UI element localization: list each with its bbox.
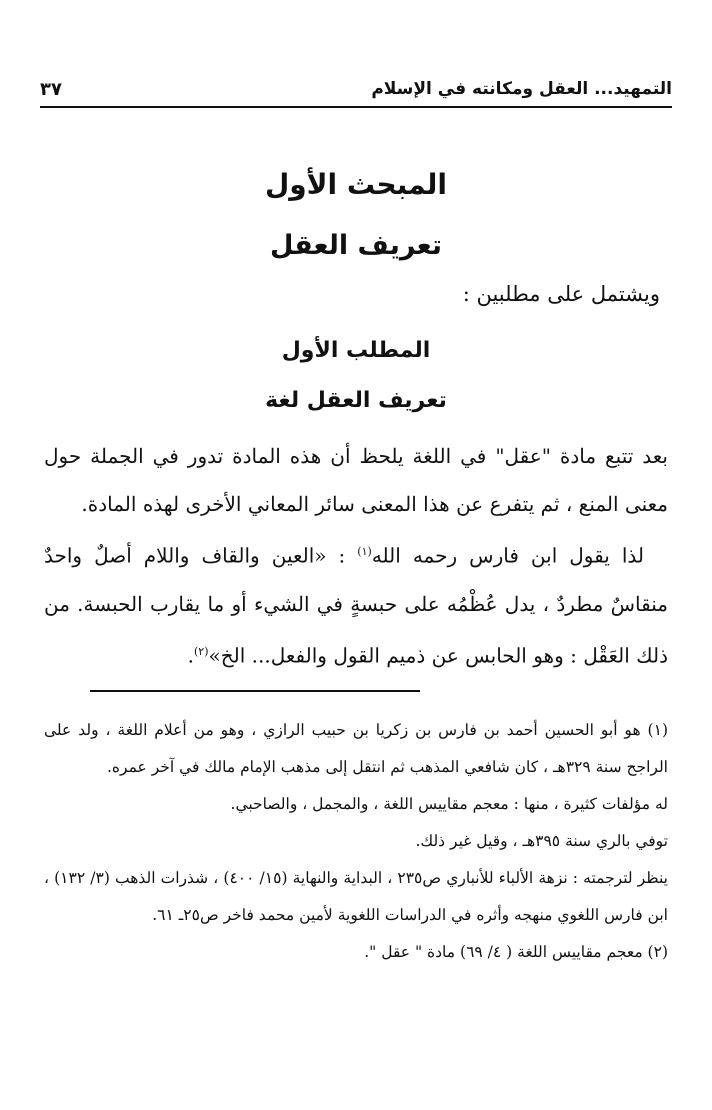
chapter-subtitle: تعريف العقل: [269, 230, 443, 261]
footnote-divider: [90, 690, 420, 692]
running-title: التمهيد... العقل ومكانته في الإسلام: [371, 79, 672, 99]
running-header: [40, 72, 672, 108]
footnote-1-death: توفي بالري سنة ٣٩٥هـ ، وقيل غير ذلك.: [415, 832, 668, 850]
section-subtitle: تعريف العقل لغة: [265, 388, 447, 413]
body-text: [44, 432, 668, 679]
footnote-1-sources: ينظر لترجمته : نزهة الألباء للأنباري ص٢٣٥ ، البداية والنهاية (١٥/ ٤٠٠) ، شذرات الذهب (٣/ ١٣٢) ، ابن فارس اللغوي منهجه وأثره في الدراسات اللغوية لأمين محمد فاخر ص٢٥ـ ٦١.: [44, 869, 668, 924]
footnote-1: (١) هو أبو الحسين أحمد بن فارس بن زكريا بن حبيب الرازي ، وهو من أعلام اللغة ، ولد على الراجح سنة ٣٢٩هـ ، كان شافعي المذهب ثم انتقل إلى مذهب الإمام مالك في آخر عمره.: [44, 721, 668, 776]
quote-lead: لذا يقول ابن فارس رحمه الله: [371, 543, 644, 568]
quote-text: : «العين والقاف واللام أصلٌ واحدٌ منقاسٌ مطردٌ ، يدل عُظْمُه على حبسةٍ في الشيء أو ما يقارب الحبسة. من ذلك العَقْل : وهو الحابس عن ذميم القول والفعل... الخ»: [44, 543, 668, 668]
chapter-title: المبحث الأول: [264, 168, 448, 201]
footnote-ref-2[interactable]: (٢): [194, 644, 209, 658]
footnote-1-works: له مؤلفات كثيرة ، منها : معجم مقاييس اللغة ، والمجمل ، والصاحبي.: [230, 795, 668, 813]
section-title: المطلب الأول: [281, 338, 431, 363]
quote-end: .: [187, 643, 194, 668]
page-number: ٣٧: [40, 78, 62, 100]
footnote-2: (٢) معجم مقاييس اللغة ( ٤/ ٦٩) مادة " عقل ".: [364, 943, 668, 961]
chapter-intro: ويشتمل على مطلبين :: [462, 282, 660, 306]
body-paragraph-quote: [44, 528, 668, 679]
footnotes: [44, 712, 668, 971]
footnote-ref-1[interactable]: (١): [357, 545, 372, 558]
body-paragraph: بعد تتبع مادة "عقل" في اللغة يلحظ أن هذه المادة تدور في الجملة حول معنى المنع ، ثم يتفرع عن هذا المعنى سائر المعاني الأخرى لهذه المادة.: [44, 444, 668, 516]
